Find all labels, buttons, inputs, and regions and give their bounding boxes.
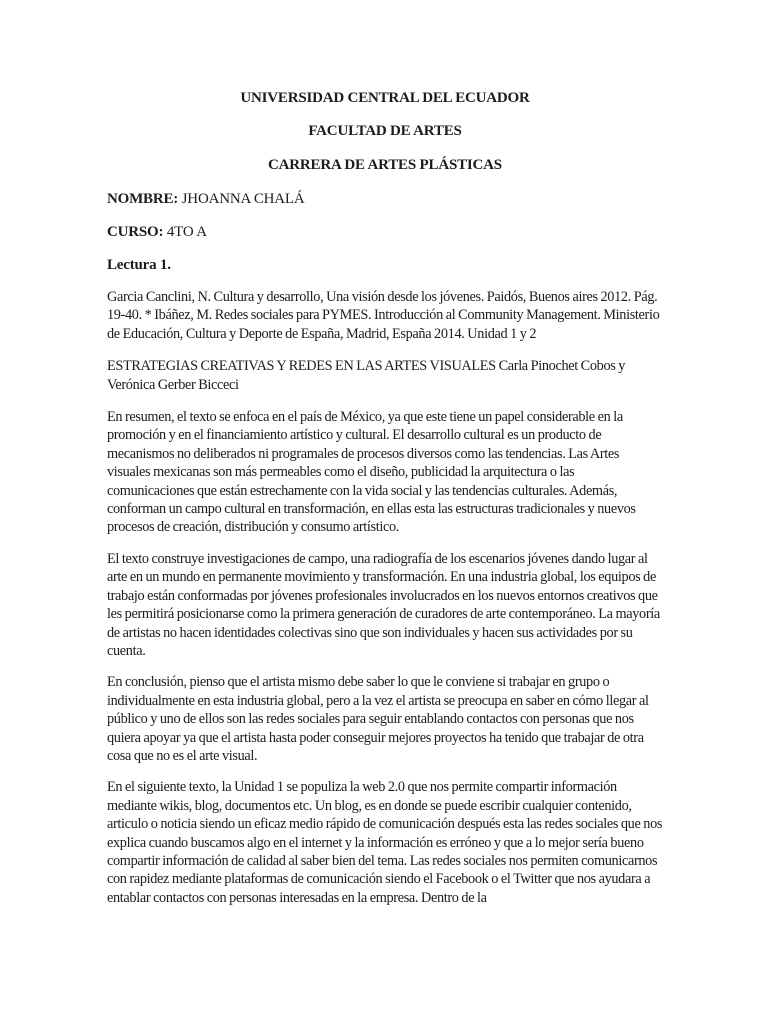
faculty-heading: FACULTAD DE ARTES <box>308 123 462 139</box>
document-body <box>107 89 663 920</box>
paragraph-unit-1: En el siguiente texto, la Unidad 1 se populiza la web 2.0 que nos permite compartir información mediante wikis, blog, documentos etc. Un blog, es en donde se puede escribir cualquier contenido, articulo o noticia siendo un eficaz medio rápido de comunicación después esta las redes sociales que nos explica cuando buscamos algo en el internet y la información es erróneo y que a lo mejor sería bueno compartir información de calidad al saber bien del tema. Las redes sociales nos permiten comunicarnos con rapidez mediante plataformas de comunicación siendo el Facebook o el Twitter que nos ayudara a entablar contactos con personas interesadas en la empresa. Dentro de la <box>107 779 663 906</box>
career-heading: CARRERA DE ARTES PLÁSTICAS <box>268 157 502 173</box>
references-paragraph: Garcia Canclini, N. Cultura y desarrollo, Una visión desde los jóvenes. Paidós, Buenos aires 2012. Pág. 19-40. * Ibáñez, M. Redes sociales para PYMES. Introducción al Community Management. Ministerio de Educación, Cultura y Deporte de España, Madrid, España 2014. Unidad 1 y 2 <box>107 289 660 342</box>
name-value: JHOANNA CHALÁ <box>181 191 305 207</box>
work-title: ESTRATEGIAS CREATIVAS Y REDES EN LAS ARTES VISUALES Carla Pinochet Cobos y Verónica Gerber Bicceci <box>107 358 626 393</box>
course-label: CURSO: <box>107 224 164 240</box>
paragraph-summary: En resumen, el texto se enfoca en el país de México, ya que este tiene un papel considerable en la promoción y en el financiamiento artístico y cultural. El desarrollo cultural es un producto de mecanismos no deliberados ni programales de procesos diversos como las tendencias. Las Artes visuales mexicanas son más permeables como el diseño, publicidad la arquitectura o las comunicaciones que están estrechamente con la vida social y las tendencias culturales. Además, conforman un campo cultural en transformación, en ellas esta las estructuras tradicionales y nuevos procesos de creación, distribución y consumo artístico. <box>107 409 636 536</box>
course-value: 4TO A <box>166 224 207 240</box>
name-label: NOMBRE: <box>107 191 179 207</box>
name-field <box>107 190 663 209</box>
reading-heading: Lectura 1. <box>107 257 171 273</box>
course-field <box>107 223 663 242</box>
university-heading: UNIVERSIDAD CENTRAL DEL ECUADOR <box>240 90 530 106</box>
paragraph-field-research: El texto construye investigaciones de campo, una radiografía de los escenarios jóvenes dando lugar al arte en un mundo en permanente movimiento y transformación. En una industria global, los equipos de trabajo están conformadas por jóvenes profesionales involucrados en los nuevos entornos creativos que les permitirá posicionarse como la primera generación de curadores de arte contemporáneo. La mayoría de artistas no hacen identidades colectivas sino que son individuales y hacen sus actividades por su cuenta. <box>107 550 660 659</box>
paragraph-conclusion: En conclusión, pienso que el artista mismo debe saber lo que le conviene si trabajar en grupo o individualmente en esta industria global, pero a la vez el artista se preocupa en saber en cómo llegar al público y uno de ellos son las redes sociales para seguir entablando contactos con personas que nos quiera apoyar ya que el artista hasta poder conseguir mejores proyectos ha tenido que trabajar de otra cosa que no es el arte visual. <box>107 674 649 764</box>
